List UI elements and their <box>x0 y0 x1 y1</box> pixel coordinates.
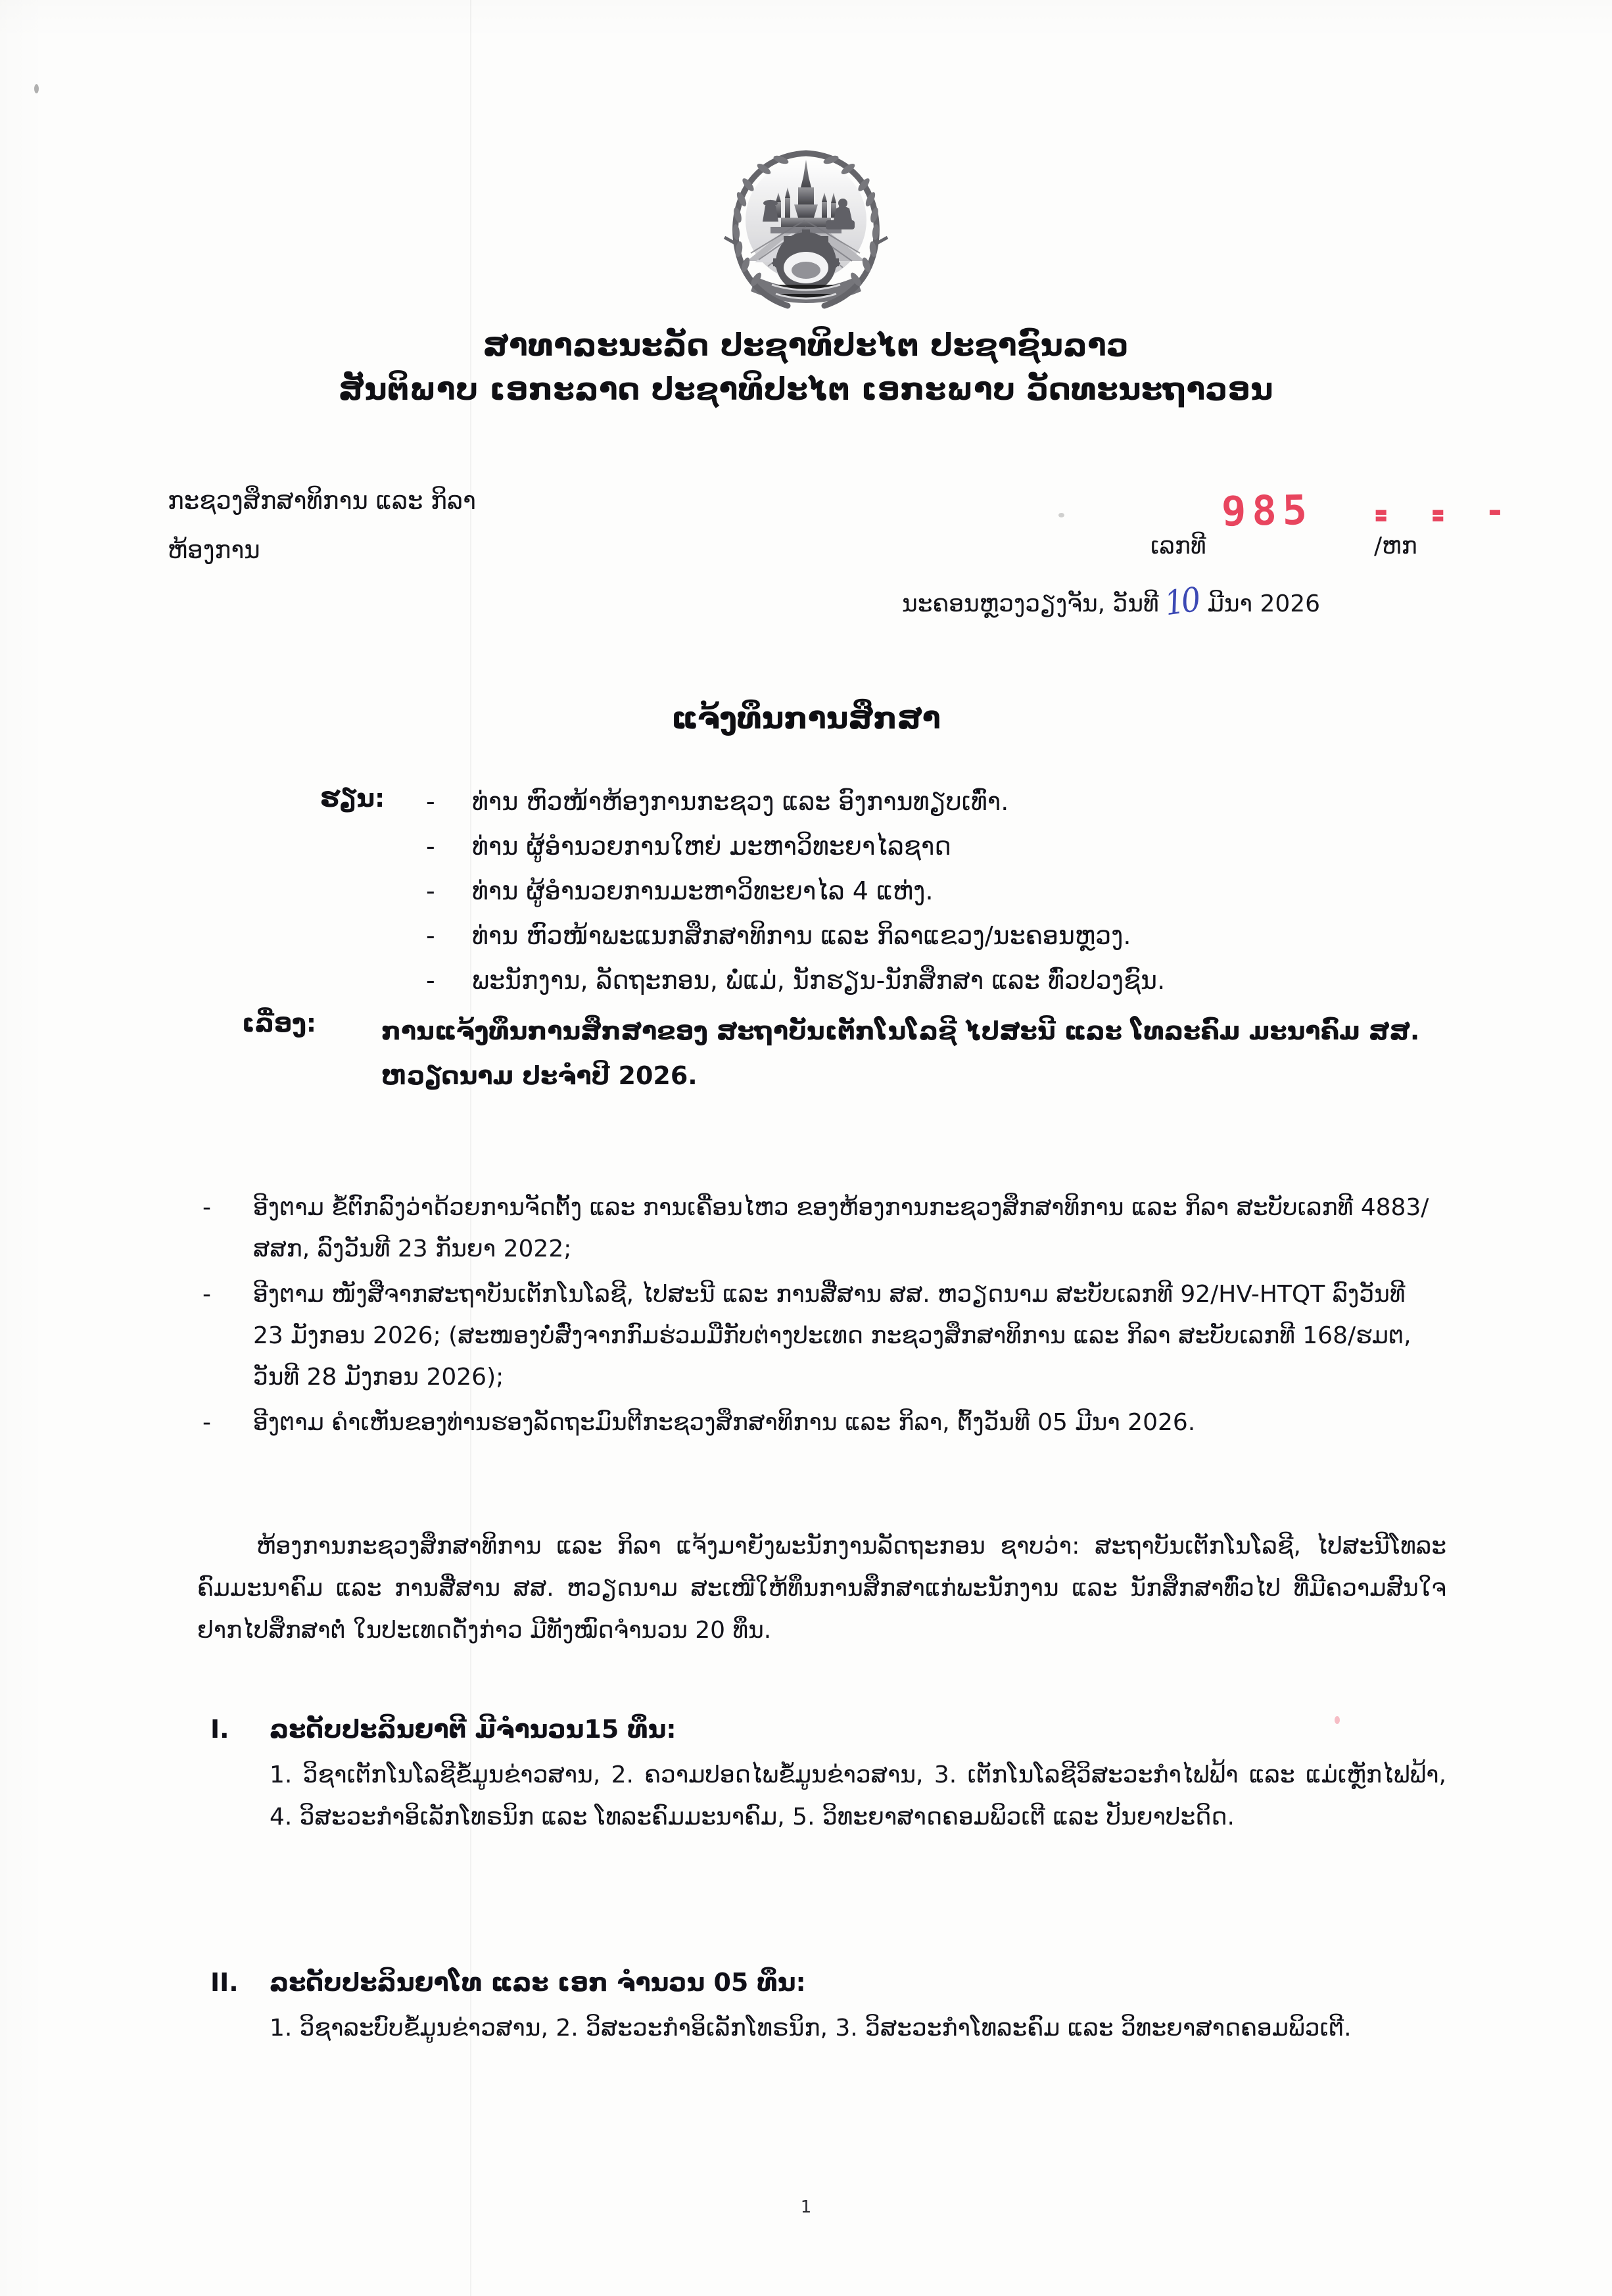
legal-reference-item <box>197 1402 1440 1443</box>
recipient-item <box>421 824 1473 869</box>
reference-number-label: ເລກທີ <box>1150 533 1206 560</box>
recipient-text: ທ່ານ ຜູ້ອຳນວຍການມະຫາວິທະຍາໄລ 4 ແຫ່ງ. <box>472 876 934 905</box>
reference-number-stamp: 985 <box>1221 485 1314 536</box>
legal-reference-text: ອີງຕາມ ໜັງສືຈາກສະຖາບັນເຕັກໂນໂລຊີ, ໄປສະນີ ແລະ ການສື່ສານ ສສ. ຫວຽດນາມ ສະບັບເລກທີ 92/HV-HTQT ລົງວັນທີ 23 ມັງກອນ 2026; (ສະໜອງບໍ່ສົ່ງຈາກກົມຮ່ວມມືກັບຕ່າງປະເທດ ກະຊວງສຶກສາທິການ ແລະ ກິລາ ສະບັບເລກທີ 168/ຮມຕ, ວັນທີ 28 ມັງກອນ 2026); <box>253 1281 1411 1391</box>
scan-speck-artifact <box>1058 513 1064 517</box>
recipient-text: ທ່ານ ຜູ້ອຳນວຍການໃຫຍ່ ມະຫາວິທະຍາໄລຊາດ <box>472 832 951 861</box>
section-number: II. <box>210 1968 239 1997</box>
lao-national-emblem-icon <box>707 122 905 319</box>
national-header-line-2: ສັນຕິພາບ ເອກະລາດ ປະຊາທິປະໄຕ ເອກະພາບ ວັດທະນະຖາວອນ <box>338 371 1274 408</box>
body-paragraph: ຫ້ອງການກະຊວງສຶກສາທິການ ແລະ ກິລາ ແຈ້ງມາຍັງພະນັກງານລັດຖະກອນ ຊາບວ່າ: ສະຖາບັນເຕັກໂນໂລຊີ, ໄປສະນີໂທລະຄົມມະນາຄົມ ແລະ ການສື່ສານ ສສ. ຫວຽດນາມ ສະເໜີໃຫ້ທຶນການສຶກສາແກ່ພະນັກງານ ແລະ ນັກສຶກສາທົ່ວໄປ ທີ່ມີຄວາມສົນໃຈຢາກໄປສຶກສາຕໍ່ ໃນປະເທດດັ່ງກ່າວ ມີທັງໝົດຈຳນວນ 20 ທຶນ. <box>197 1533 1446 1644</box>
recipients-list <box>421 779 1473 1003</box>
bullet-dash: - <box>426 921 435 950</box>
legal-reference-text: ອີງຕາມ ຂໍ້ຕົກລົງວ່າດ້ວຍການຈັດຕັ້ງ ແລະ ການເຄື່ອນໄຫວ ຂອງຫ້ອງການກະຊວງສຶກສາທິການ ແລະ ກິລາ ສະບັບເລກທີ 4883/ສສກ, ລົງວັນທີ 23 ກັນຍາ 2022; <box>253 1194 1429 1262</box>
bullet-dash: - <box>202 1194 211 1221</box>
office-name: ຫ້ອງການ <box>168 536 260 564</box>
bullet-dash: - <box>426 876 435 905</box>
bullet-dash: - <box>426 832 435 861</box>
recipient-text: ທ່ານ ຫົວໜ້າພະແນກສຶກສາທິການ ແລະ ກິລາແຂວງ/ນະຄອນຫຼວງ. <box>472 921 1131 950</box>
national-header-line-1: ສາທາລະນະລັດ ປະຊາທິປະໄຕ ປະຊາຊົນລາວ <box>483 327 1129 364</box>
recipients-label: ຮຽນ: <box>320 784 385 813</box>
recipient-item <box>421 779 1473 824</box>
reference-number-suffix: /ຫກ <box>1374 533 1417 560</box>
section-content: 1. ວິຊາລະບົບຂໍ້ມູນຂ່າວສານ, 2. ວິສະວະກຳອິເລັກໂທຣນິກ, 3. ວິສະວະກຳໂທລະຄົມ ແລະ ວິທະຍາສາດຄອມພິວເຕີ. <box>270 2015 1352 2042</box>
section-heading <box>197 1710 1446 1749</box>
recipient-text: ພະນັກງານ, ລັດຖະກອນ, ພໍ່ແມ່, ນັກຮຽນ-ນັກສຶກສາ ແລະ ທົ່ວປວງຊົນ. <box>472 966 1166 995</box>
recipient-item <box>421 869 1473 913</box>
recipient-item <box>421 958 1473 1003</box>
legal-reference-item <box>197 1187 1440 1270</box>
section-bachelor <box>197 1710 1446 1838</box>
subject-line-1: ການແຈ້ງທຶນການສຶກສາຂອງ ສະຖາບັນເຕັກໂນໂລຊີ ໄປສະນີ ແລະ ໂທລະຄົມ <box>381 1016 1241 1045</box>
recipient-item <box>421 913 1473 958</box>
section-number: I. <box>210 1715 229 1744</box>
scan-speck-artifact <box>34 84 39 93</box>
reference-number-dashes: - - - - - <box>1371 491 1513 537</box>
bullet-dash: - <box>202 1409 211 1436</box>
section-master-doctoral <box>197 1963 1446 2049</box>
recipient-text: ທ່ານ ຫົວໜ້າຫ້ອງການກະຊວງ ແລະ ອົງການທຽບເທົ່າ. <box>472 787 1009 816</box>
legal-reference-item <box>197 1274 1440 1398</box>
ministry-name: ກະຊວງສຶກສາທິການ ແລະ ກິລາ <box>168 487 476 515</box>
section-heading <box>197 1963 1446 2002</box>
place-and-date-prefix: ນະຄອນຫຼວງວຽງຈັນ, ວັນທີ <box>902 590 1159 617</box>
place-and-date <box>902 580 1321 624</box>
subject-label: ເລື່ອງ: <box>242 1009 317 1038</box>
section-content: 1. ວິຊາເຕັກໂນໂລຊີຂໍ້ມູນຂ່າວສານ, 2. ຄວາມປອດໄພຂໍ້ມູນຂ່າວສານ, 3. ເຕັກໂນໂລຊີວິສະວະກຳໄຟຟ້າ ແລະ ແມ່ເຫຼັກໄຟຟ້າ, 4. ວິສະວະກຳອິເລັກໂທຣນິກ ແລະ ໂທລະຄົມມະນາຄົມ, 5. ວິທະຍາສາດຄອມພິວເຕີ ແລະ ປັນຍາປະດິດ. <box>270 1761 1446 1830</box>
bullet-dash: - <box>426 966 435 995</box>
bullet-dash: - <box>426 787 435 816</box>
section-heading-text: ລະດັບປະລິນຍາໂທ ແລະ ເອກ ຈຳນວນ 05 ທຶນ: <box>270 1968 806 1997</box>
bullet-dash: - <box>202 1281 211 1308</box>
document-title: ແຈ້ງທຶນການສຶກສາ <box>671 700 941 736</box>
legal-references-list <box>197 1187 1440 1447</box>
emblem-container <box>0 122 1612 319</box>
legal-reference-text: ອີງຕາມ ຄຳເຫັນຂອງທ່ານຮອງລັດຖະມົນຕີກະຊວງສຶກສາທິການ ແລະ ກິລາ, ຕົ້ງວັນທີ 05 ມີນາ 2026. <box>253 1409 1196 1436</box>
section-heading-text: ລະດັບປະລິນຍາຕີ ມີຈຳນວນ15 ທຶນ: <box>270 1715 676 1744</box>
page-number: 1 <box>800 2197 812 2217</box>
subject-body <box>381 1009 1473 1098</box>
date-month-year: ມີນາ 2026 <box>1207 590 1321 617</box>
date-day-handwritten: 10 <box>1162 580 1200 624</box>
subject-line-2: ມະນາຄົມ ສສ. ຫວຽດນາມ ປະຈຳປີ 2026. <box>381 1016 1420 1090</box>
